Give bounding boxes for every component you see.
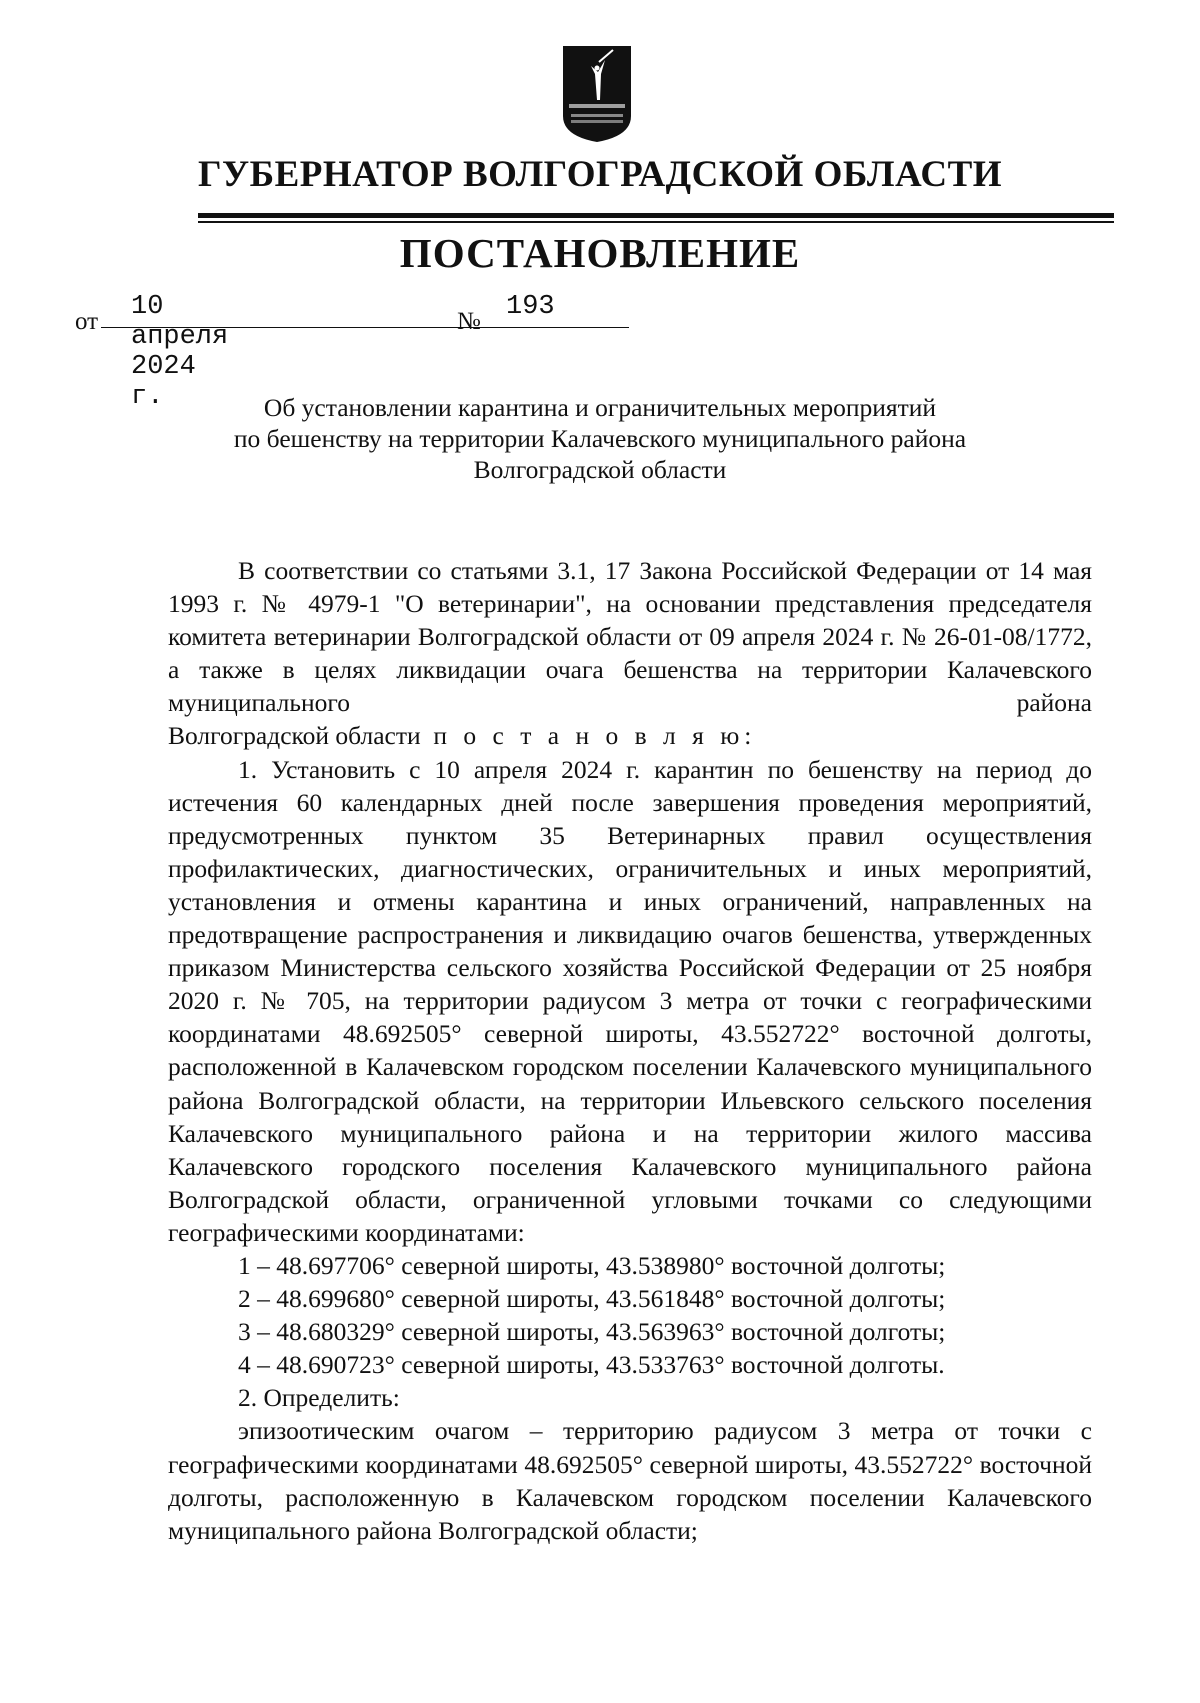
item-1: 1. Установить с 10 апреля 2024 г. карантин по бешенству на период до истечения 60 календарных дней после завершения проведения мероприятий, предусмотренных пунктом 35 Ветеринарных правил осуществления профилактических, диагностических, ограничительных и иных мероприятий, установления и отмены карантина и иных ограничений, направленных на предотвращение распространения и ликвидацию очагов бешенства, утвержденных приказом Министерства сельского хозяйства Российской Федерации от 25 ноября 2020 г. № 705, на территории радиусом 3 метра от точки с географическими координатами 48.692505° северной широты, 43.552722° восточной долготы, расположенной в Калачевском городском поселении Калачевского муниципального района Волгоградской области, на территории Ильевского сельского поселения Калачевского муниципального района и на территории жилого массива Калачевского городского поселения Калачевского муниципального района Волгоградской области, ограниченной угловыми точками со следующими географическими координатами: [168, 754, 1092, 1247]
document-body [168, 554, 1092, 1547]
header-rule-thin [198, 221, 1114, 223]
subject-line: по бешенству на территории Калачевского муниципального района [233, 424, 967, 453]
number-underline [483, 327, 629, 328]
volgograd-coat-of-arms-icon [561, 44, 633, 144]
number-prefix: № [457, 308, 481, 335]
preamble-ending [168, 719, 1092, 752]
coordinate-point: 1 – 48.697706° северной широты, 43.538980° восточной долготы; [238, 1250, 946, 1280]
subject-line: Об установлении карантина и ограничительных мероприятий [263, 393, 937, 422]
preamble [168, 554, 1092, 719]
preamble-text: В соответствии со статьями 3.1, 17 Закона Российской Федерации от 14 мая 1993 г. № 4979-1 "О ветеринарии", на основании представления председателя комитета ветеринарии Волгоградской области от 09 апреля 2024 г. № 26-01-08/1772, а также в целях ликвидации очага бешенства на территории Калачевского муниципального района [168, 556, 1092, 718]
item-2-text: эпизоотическим очагом – территорию радиусом 3 метра от точки с географическими координатами 48.692505° северной широты, 43.552722° восточной долготы, расположенную в Калачевском городском поселении Калачевского муниципального района Волгоградской области; [168, 1416, 1092, 1545]
item-2-heading: 2. Определить: [238, 1383, 400, 1413]
subject-line: Волгоградской области [473, 455, 727, 484]
preamble-text: Волгоградской области [168, 721, 421, 751]
coordinate-point: 2 – 48.699680° северной широты, 43.561848° восточной долготы; [238, 1284, 946, 1314]
date-prefix: от [75, 308, 99, 335]
decree-word: п о с т а н о в л я ю: [433, 721, 757, 751]
document-type-title: ПОСТАНОВЛЕНИЕ [399, 230, 801, 276]
coordinate-point: 3 – 48.680329° северной широты, 43.563963° восточной долготы; [238, 1317, 946, 1347]
document-subject [150, 392, 1050, 485]
authority-title: ГУБЕРНАТОР ВОЛГОГРАДСКОЙ ОБЛАСТИ [197, 154, 1003, 195]
document-date: 10 апреля 2024 г. [131, 292, 229, 412]
coordinate-point: 4 – 48.690723° северной широты, 43.533763° восточной долготы. [238, 1350, 945, 1380]
header-rule-thick [198, 213, 1114, 218]
document-number: 193 [506, 292, 555, 322]
